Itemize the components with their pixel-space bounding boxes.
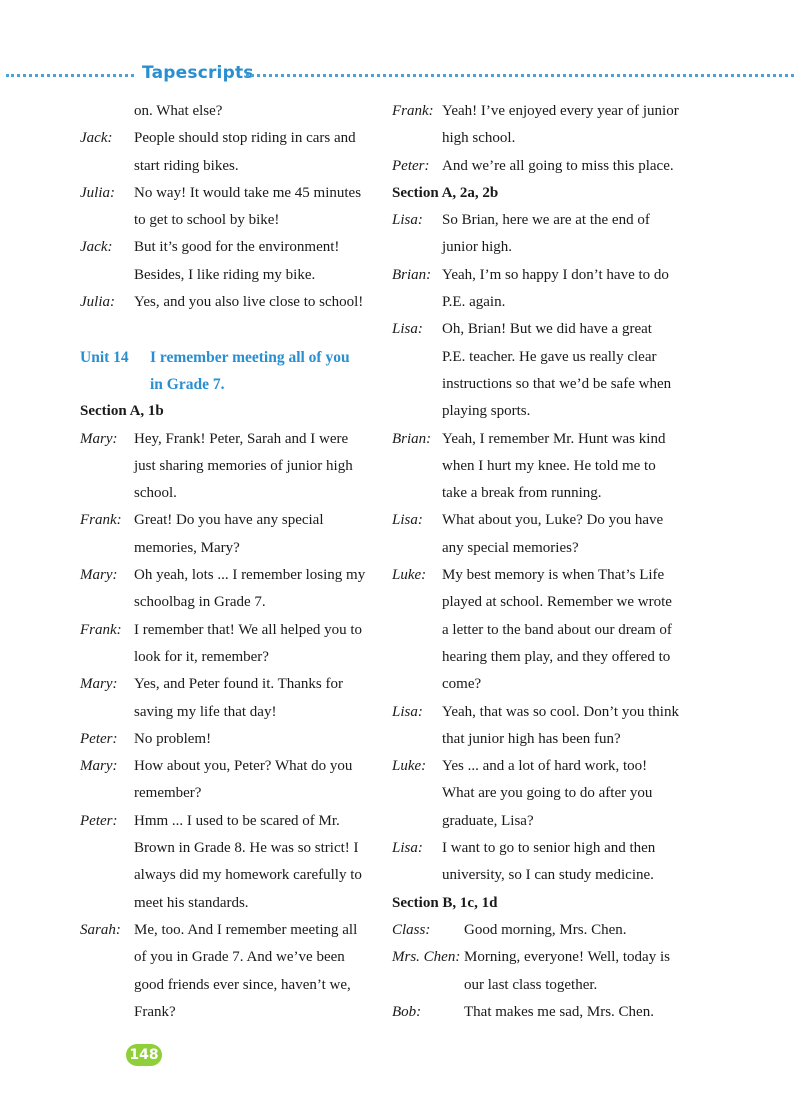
dialogue-text: school.: [134, 485, 177, 502]
dialogue-text: of you in Grade 7. And we’ve been: [134, 949, 345, 966]
dialogue-text: a letter to the band about our dream of: [442, 621, 672, 638]
dialogue-text: our last class together.: [464, 976, 598, 993]
unit-title: I remember meeting all of you: [150, 348, 350, 366]
dialogue-text: I want to go to senior high and then: [442, 840, 656, 857]
dialogue-line: [80, 426, 380, 453]
speaker-name: Mary:: [80, 676, 118, 693]
dialogue-text: Morning, everyone! Well, today is: [464, 949, 670, 966]
dialogue-line: [392, 535, 692, 562]
dialogue-line: [80, 617, 380, 644]
speaker-name: Peter:: [80, 730, 118, 747]
dialogue-text: good friends ever since, haven’t we,: [134, 976, 351, 993]
dialogue-text: Good morning, Mrs. Chen.: [464, 921, 627, 938]
dialogue-line: [392, 453, 692, 480]
dialogue-line: [80, 972, 380, 999]
dialogue-text: Frank?: [134, 1003, 176, 1020]
dialogue-text: memories, Mary?: [134, 539, 240, 556]
dialogue-line: [80, 562, 380, 589]
dialogue-line: [80, 180, 380, 207]
dialogue-text: And we’re all going to miss this place.: [442, 157, 674, 174]
speaker-name: Jack:: [80, 130, 113, 147]
dialogue-text: schoolbag in Grade 7.: [134, 594, 266, 611]
dialogue-line: [392, 289, 692, 316]
speaker-name: Julia:: [80, 294, 115, 311]
right-column: [392, 98, 692, 1026]
dialogue-line: [80, 644, 380, 671]
dialogue-line: [392, 780, 692, 807]
speaker-name: Peter:: [392, 157, 430, 174]
dialogue-line: [392, 234, 692, 261]
dialogue-line: [392, 480, 692, 507]
dialogue-line: [392, 507, 692, 534]
dialogue-text: Great! Do you have any special: [134, 512, 324, 529]
dialogue-line: [80, 999, 380, 1026]
dialogue-line: [80, 125, 380, 152]
dialogue-text: Yeah, that was so cool. Don’t you think: [442, 703, 679, 720]
dialogue-line: [80, 262, 380, 289]
speaker-name: Lisa:: [392, 212, 423, 229]
speaker-name: Lisa:: [392, 840, 423, 857]
unit-heading: [80, 344, 380, 371]
dialogue-line: [392, 207, 692, 234]
dialogue-line: [80, 98, 380, 125]
dialogue-text: My best memory is when That’s Life: [442, 567, 665, 584]
dialogue-text: instructions so that we’d be safe when: [442, 375, 672, 392]
dialogue-text: Yeah! I’ve enjoyed every year of junior: [442, 103, 679, 119]
speaker-name: Peter:: [80, 812, 118, 829]
section-heading: [80, 398, 380, 425]
dialogue-text: What are you going to do after you: [442, 785, 653, 802]
dialogue-line: [80, 535, 380, 562]
dialogue-text: Hey, Frank! Peter, Sarah and I were: [134, 430, 349, 447]
dialogue-text: P.E. again.: [442, 294, 506, 311]
header-dotted-rule-left: [6, 74, 134, 77]
speaker-name: Mrs. Chen:: [392, 949, 461, 966]
dialogue-text: remember?: [134, 785, 202, 802]
dialogue-text: What about you, Luke? Do you have: [442, 512, 664, 529]
left-column: [80, 98, 380, 1026]
dialogue-line: [80, 207, 380, 234]
dialogue-line: [392, 153, 692, 180]
dialogue-text: on. What else?: [134, 103, 223, 119]
dialogue-text: when I hurt my knee. He told me to: [442, 457, 656, 474]
dialogue-text: People should stop riding in cars and: [134, 130, 356, 147]
speaker-name: Class:: [392, 921, 431, 938]
dialogue-text: Yes ... and a lot of hard work, too!: [442, 758, 648, 775]
speaker-name: Sarah:: [80, 921, 121, 938]
speaker-name: Mary:: [80, 758, 118, 775]
dialogue-line: [80, 890, 380, 917]
dialogue-text: junior high.: [442, 239, 512, 256]
speaker-name: Jack:: [80, 239, 113, 256]
speaker-name: Frank:: [80, 621, 122, 638]
dialogue-line: [392, 262, 692, 289]
dialogue-line: [392, 999, 692, 1026]
dialogue-line: [80, 289, 380, 316]
dialogue-text: start riding bikes.: [134, 157, 239, 174]
dialogue-line: [80, 480, 380, 507]
dialogue-line: [392, 617, 692, 644]
spacer: [80, 316, 380, 343]
header-title: Tapescripts: [142, 63, 254, 83]
dialogue-line: [80, 726, 380, 753]
dialogue-line: [392, 644, 692, 671]
dialogue-line: [392, 917, 692, 944]
speaker-name: Lisa:: [392, 512, 423, 529]
dialogue-line: [80, 917, 380, 944]
dialogue-text: No problem!: [134, 730, 212, 747]
dialogue-line: [392, 835, 692, 862]
speaker-name: Brian:: [392, 266, 432, 283]
dialogue-line: [80, 699, 380, 726]
dialogue-line: [392, 125, 692, 152]
dialogue-line: [392, 808, 692, 835]
dialogue-line: [80, 671, 380, 698]
dialogue-line: [392, 98, 692, 125]
dialogue-text: look for it, remember?: [134, 648, 269, 665]
dialogue-text: saving my life that day!: [134, 703, 277, 720]
dialogue-line: [80, 780, 380, 807]
speaker-name: Lisa:: [392, 703, 423, 720]
dialogue-text: But it’s good for the environment!: [134, 239, 340, 256]
unit-title: in Grade 7.: [150, 375, 225, 393]
dialogue-text: any special memories?: [442, 539, 579, 556]
section-heading-text: Section A, 1b: [80, 403, 164, 420]
dialogue-text: just sharing memories of junior high: [134, 457, 353, 474]
dialogue-line: [392, 944, 692, 971]
dialogue-text: So Brian, here we are at the end of: [442, 212, 650, 229]
dialogue-text: to get to school by bike!: [134, 212, 280, 229]
page-number: 148: [126, 1044, 162, 1066]
header-dotted-rule-right: [246, 74, 794, 77]
dialogue-text: I remember that! We all helped you to: [134, 621, 363, 638]
dialogue-text: Yeah, I remember Mr. Hunt was kind: [442, 430, 666, 447]
speaker-name: Frank:: [392, 103, 434, 119]
speaker-name: Bob:: [392, 1003, 422, 1020]
dialogue-line: [392, 398, 692, 425]
dialogue-text: Brown in Grade 8. He was so strict! I: [134, 840, 359, 857]
dialogue-line: [392, 972, 692, 999]
speaker-name: Luke:: [392, 758, 427, 775]
dialogue-text: come?: [442, 676, 482, 693]
speaker-name: Brian:: [392, 430, 432, 447]
dialogue-text: graduate, Lisa?: [442, 812, 534, 829]
section-heading-text: Section B, 1c, 1d: [392, 894, 498, 911]
speaker-name: Lisa:: [392, 321, 423, 338]
dialogue-text: How about you, Peter? What do you: [134, 758, 353, 775]
dialogue-text: Oh yeah, lots ... I remember losing my: [134, 567, 366, 584]
dialogue-line: [392, 426, 692, 453]
dialogue-line: [392, 862, 692, 889]
dialogue-line: [392, 699, 692, 726]
dialogue-line: [80, 808, 380, 835]
dialogue-line: [80, 153, 380, 180]
dialogue-text: university, so I can study medicine.: [442, 867, 654, 884]
dialogue-line: [392, 671, 692, 698]
speaker-name: Julia:: [80, 184, 115, 201]
dialogue-text: hearing them play, and they offered to: [442, 648, 671, 665]
dialogue-text: Yes, and you also live close to school!: [134, 294, 364, 311]
dialogue-text: Besides, I like riding my bike.: [134, 266, 316, 283]
dialogue-text: P.E. teacher. He gave us really clear: [442, 348, 657, 365]
dialogue-text: Oh, Brian! But we did have a great: [442, 321, 652, 338]
dialogue-text: Yes, and Peter found it. Thanks for: [134, 676, 344, 693]
dialogue-line: [80, 507, 380, 534]
dialogue-line: [392, 589, 692, 616]
dialogue-text: take a break from running.: [442, 485, 602, 502]
dialogue-text: that junior high has been fun?: [442, 730, 621, 747]
section-heading: [392, 180, 692, 207]
dialogue-line: [80, 234, 380, 261]
speaker-name: Frank:: [80, 512, 122, 529]
dialogue-line: [392, 562, 692, 589]
dialogue-text: playing sports.: [442, 403, 531, 420]
dialogue-line: [80, 753, 380, 780]
dialogue-text: played at school. Remember we wrote: [442, 594, 672, 611]
dialogue-line: [80, 862, 380, 889]
dialogue-text: Me, too. And I remember meeting all: [134, 921, 358, 938]
dialogue-text: meet his standards.: [134, 894, 249, 911]
dialogue-text: Hmm ... I used to be scared of Mr.: [134, 812, 340, 829]
dialogue-line: [392, 316, 692, 343]
dialogue-line: [80, 835, 380, 862]
speaker-name: Mary:: [80, 567, 118, 584]
dialogue-line: [392, 726, 692, 753]
dialogue-text: Yeah, I’m so happy I don’t have to do: [442, 266, 669, 283]
dialogue-line: [80, 944, 380, 971]
dialogue-line: [80, 589, 380, 616]
unit-heading: [80, 371, 380, 398]
dialogue-text: That makes me sad, Mrs. Chen.: [464, 1003, 654, 1020]
speaker-name: Mary:: [80, 430, 118, 447]
dialogue-line: [392, 753, 692, 780]
page-header: [0, 62, 800, 90]
dialogue-line: [392, 371, 692, 398]
dialogue-line: [392, 344, 692, 371]
section-heading-text: Section A, 2a, 2b: [392, 184, 499, 201]
dialogue-text: No way! It would take me 45 minutes: [134, 184, 362, 201]
dialogue-text: high school.: [442, 130, 516, 147]
dialogue-text: always did my homework carefully to: [134, 867, 362, 884]
unit-label: Unit 14: [80, 348, 129, 366]
dialogue-line: [80, 453, 380, 480]
section-heading: [392, 890, 692, 917]
speaker-name: Luke:: [392, 567, 427, 584]
